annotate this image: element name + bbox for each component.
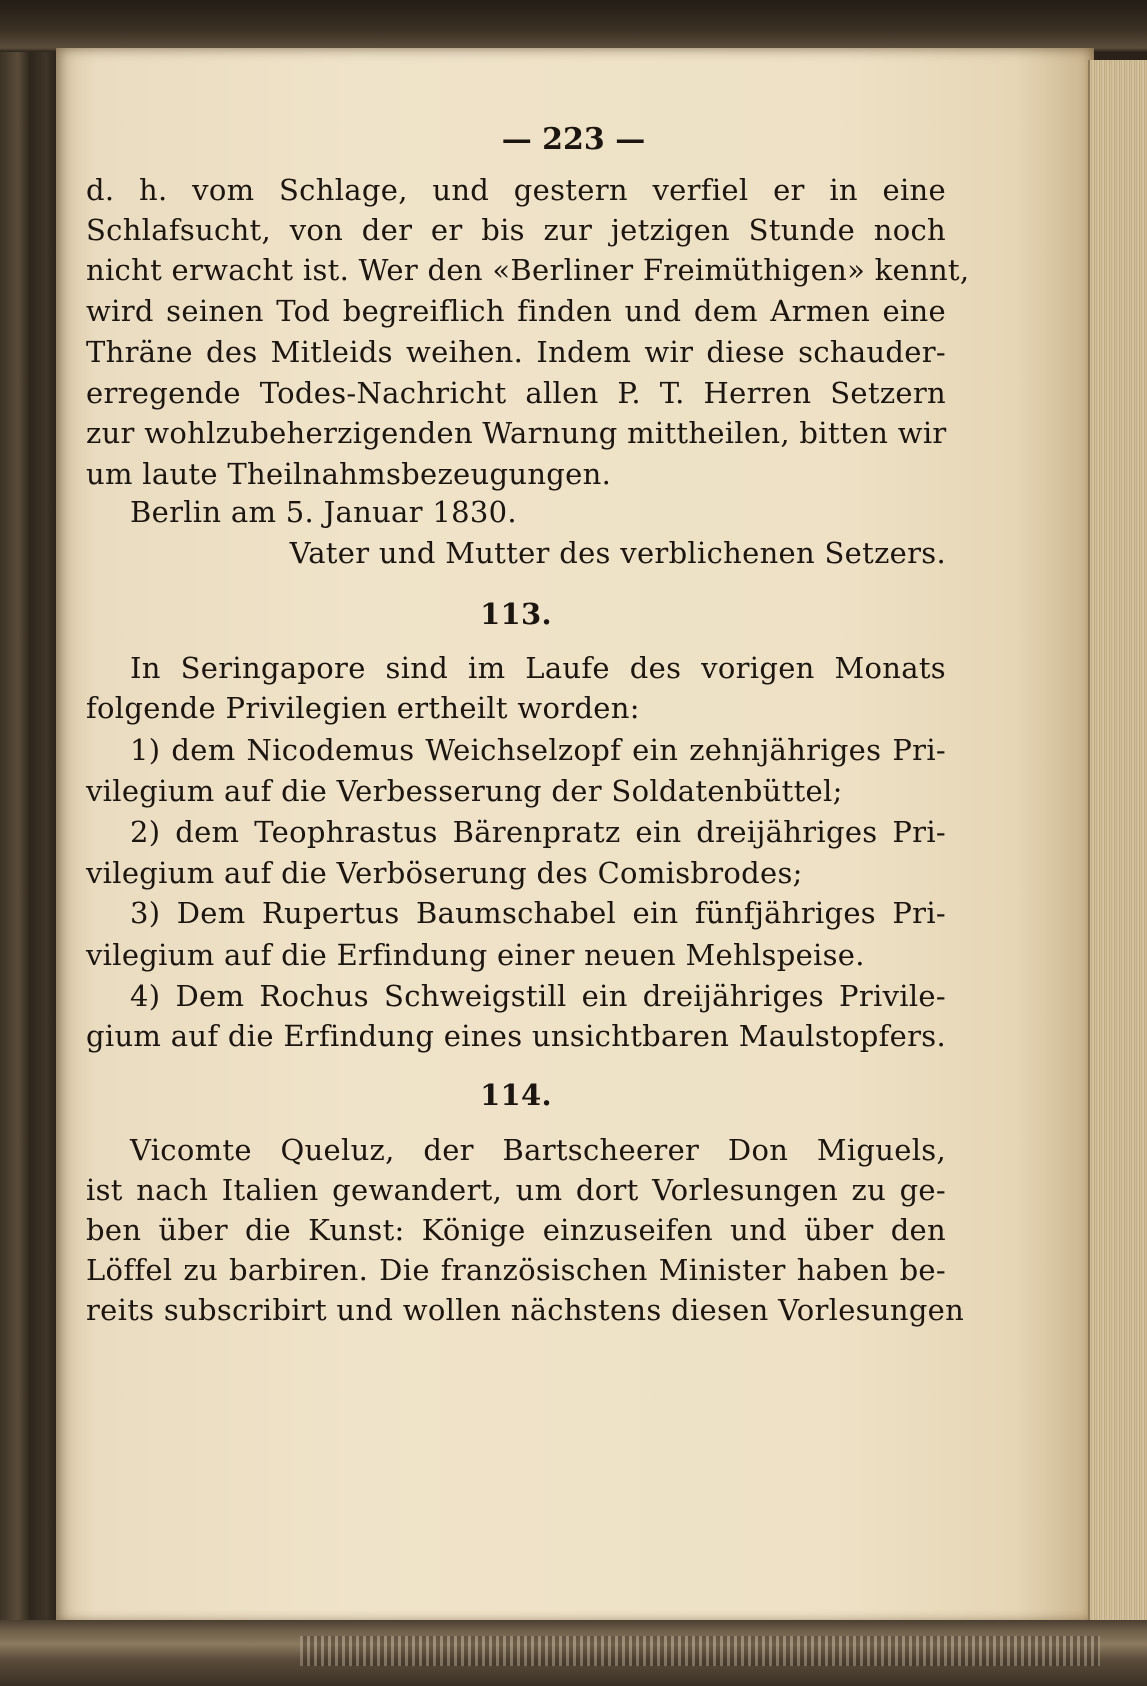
text-line: Vicomte Queluz, der Bartscheerer Don Miguels, [130, 1133, 946, 1167]
text-line: wird seinen Tod begreiflich finden und dem Armen eine [86, 294, 946, 328]
text-line: vilegium auf die Erfindung einer neuen Mehlspeise. [86, 938, 865, 972]
page-stack-edge [1088, 60, 1147, 1620]
text-line: 2) dem Teophrastus Bärenpratz ein dreijähriges Pri- [130, 815, 946, 849]
page-number: — 223 — [501, 122, 646, 157]
text-line: Vater und Mutter des verblichenen Setzers. [289, 536, 946, 570]
book-bottom-texture [300, 1636, 1100, 1666]
text-line: 1) dem Nicodemus Weichselzopf ein zehnjähriges Pri- [130, 733, 946, 767]
section-number: 114. [480, 1078, 552, 1112]
text-line: um laute Theilnahmsbezeugungen. [86, 457, 612, 491]
text-line: nicht erwacht ist. Wer den «Berliner Freimüthigen» kennt, [86, 253, 970, 287]
book-top-edge [0, 0, 1147, 52]
text-line: folgende Privilegien ertheilt worden: [86, 691, 640, 725]
text-line: gium auf die Erfindung eines unsichtbaren Maulstopfers. [86, 1019, 946, 1053]
text-line: 3) Dem Rupertus Baumschabel ein fünfjähriges Pri- [130, 896, 946, 930]
section-number: 113. [480, 597, 552, 631]
text-line: vilegium auf die Verböserung des Comisbrodes; [86, 856, 803, 890]
text-line: reits subscribirt und wollen nächstens diesen Vorlesungen [86, 1293, 965, 1327]
text-line: In Seringapore sind im Laufe des vorigen Monats [130, 651, 946, 685]
text-line: vilegium auf die Verbesserung der Soldatenbüttel; [86, 774, 843, 808]
text-line: ist nach Italien gewandert, um dort Vorlesungen zu ge- [86, 1173, 946, 1207]
text-line: Berlin am 5. Januar 1830. [130, 495, 517, 529]
text-line: d. h. vom Schlage, und gestern verfiel er in eine [86, 173, 946, 207]
text-line: Löffel zu barbiren. Die französischen Minister haben be- [86, 1253, 946, 1287]
text-line: Thräne des Mitleids weihen. Indem wir diese schauder- [86, 335, 946, 369]
text-line: 4) Dem Rochus Schweigstill ein dreijähriges Privile- [130, 979, 946, 1013]
text-line: Schlafsucht, von der er bis zur jetzigen Stunde noch [86, 213, 946, 247]
text-line: zur wohlzubeherzigenden Warnung mittheilen, bitten wir [86, 416, 947, 450]
text-line: ben über die Kunst: Könige einzuseifen und über den [86, 1213, 946, 1247]
text-line: erregende Todes-Nachricht allen P. T. Herren Setzern [86, 376, 946, 410]
